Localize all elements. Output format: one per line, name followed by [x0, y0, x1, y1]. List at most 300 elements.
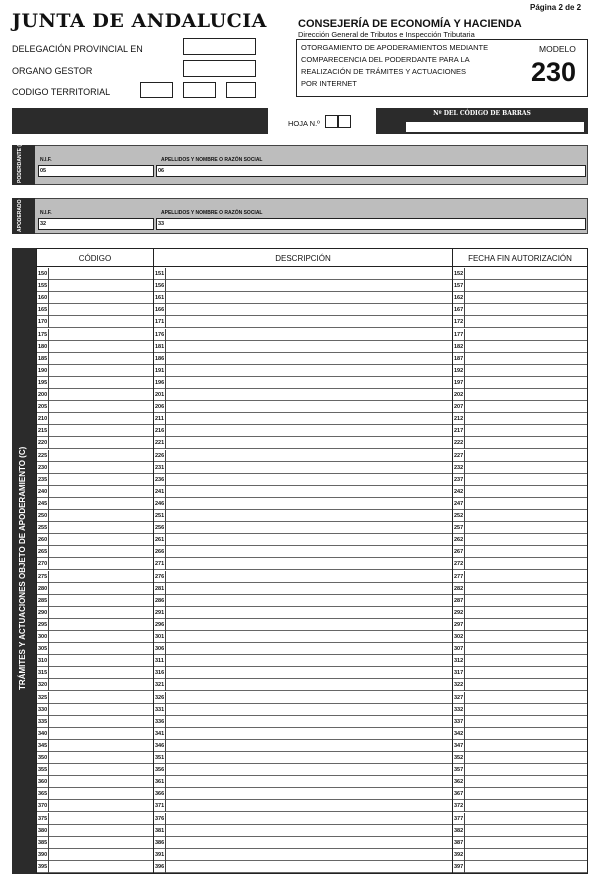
- row-code: 280: [37, 583, 49, 595]
- row-code: 222: [453, 437, 465, 449]
- row-code: 281: [154, 583, 166, 595]
- row-code: 270: [37, 558, 49, 570]
- descripcion-cell[interactable]: [154, 280, 452, 292]
- row-code: 201: [154, 389, 166, 401]
- tramites-side-label: TRÁMITES Y ACTUACIONES OBJETO DE APODERAMIENTO (C): [18, 446, 27, 690]
- row-code: 246: [154, 498, 166, 510]
- poderdante-side-bar: [12, 145, 35, 185]
- row-code: 295: [37, 619, 49, 631]
- fecha-cell[interactable]: [453, 849, 587, 861]
- delegacion-field[interactable]: [183, 38, 256, 55]
- row-code: 156: [154, 280, 166, 292]
- descripcion-cell[interactable]: [154, 861, 452, 873]
- row-code: 315: [37, 667, 49, 679]
- description-line: REALIZACIÓN DE TRÁMITES Y ACTUACIONES: [301, 67, 467, 76]
- row-code: 290: [37, 607, 49, 619]
- row-code: 176: [154, 329, 166, 341]
- row-code: 282: [453, 583, 465, 595]
- fecha-cell[interactable]: [453, 437, 587, 449]
- row-code: 361: [154, 776, 166, 788]
- row-code: 305: [37, 643, 49, 655]
- row-code: 182: [453, 341, 465, 353]
- row-code: 302: [453, 631, 465, 643]
- descripcion-cell[interactable]: [154, 776, 452, 788]
- fecha-cell[interactable]: [453, 607, 587, 619]
- fecha-cell[interactable]: [453, 389, 587, 401]
- codigo-cell[interactable]: [37, 667, 153, 679]
- codigo-cell[interactable]: [37, 316, 153, 328]
- field-code: 32: [40, 221, 47, 227]
- row-code: 157: [453, 280, 465, 292]
- descripcion-cell[interactable]: [154, 752, 452, 764]
- row-code: 256: [154, 522, 166, 534]
- row-code: 230: [37, 462, 49, 474]
- descripcion-cell[interactable]: [154, 619, 452, 631]
- codigo-cell[interactable]: [37, 752, 153, 764]
- organo-field[interactable]: [183, 60, 256, 77]
- fecha-cell[interactable]: [453, 740, 587, 752]
- fecha-cell[interactable]: [453, 728, 587, 740]
- row-code: 285: [37, 595, 49, 607]
- codigo-cell[interactable]: [37, 558, 153, 570]
- row-code: 271: [154, 558, 166, 570]
- descripcion-cell[interactable]: [154, 304, 452, 316]
- row-code: 247: [453, 498, 465, 510]
- row-code: 196: [154, 377, 166, 389]
- codigo-cell[interactable]: [37, 800, 153, 812]
- fecha-cell[interactable]: [453, 474, 587, 486]
- fecha-cell[interactable]: [453, 558, 587, 570]
- row-code: 175: [37, 329, 49, 341]
- descripcion-cell[interactable]: [154, 679, 452, 691]
- descripcion-cell[interactable]: [154, 413, 452, 425]
- fecha-cell[interactable]: [453, 800, 587, 812]
- row-code: 216: [154, 425, 166, 437]
- fecha-cell[interactable]: [453, 450, 587, 462]
- fecha-cell[interactable]: [453, 365, 587, 377]
- row-code: 220: [37, 437, 49, 449]
- apoderado-nif-field[interactable]: [38, 218, 154, 230]
- codigo-cell[interactable]: [37, 716, 153, 728]
- codigo-cell[interactable]: [37, 280, 153, 292]
- fecha-cell[interactable]: [453, 595, 587, 607]
- row-code: 155: [37, 280, 49, 292]
- hoja-field-1[interactable]: [325, 115, 338, 128]
- descripcion-cell[interactable]: [154, 546, 452, 558]
- consejeria-title: CONSEJERÍA DE ECONOMÍA Y HACIENDA: [298, 18, 522, 30]
- fecha-cell[interactable]: [453, 837, 587, 849]
- row-code: 250: [37, 510, 49, 522]
- row-code: 362: [453, 776, 465, 788]
- poderdante-side-label: PODERDANTE (A): [17, 139, 23, 183]
- descripcion-cell[interactable]: [154, 643, 452, 655]
- fecha-cell[interactable]: [453, 546, 587, 558]
- field-code: 06: [158, 168, 165, 174]
- codigo-cell[interactable]: [37, 510, 153, 522]
- fecha-cell[interactable]: [453, 571, 587, 583]
- descripcion-cell[interactable]: [154, 788, 452, 800]
- codigo-cell[interactable]: [37, 304, 153, 316]
- row-code: 335: [37, 716, 49, 728]
- codigo-cell[interactable]: [37, 619, 153, 631]
- row-code: 367: [453, 788, 465, 800]
- row-code: 207: [453, 401, 465, 413]
- descripcion-cell[interactable]: [154, 401, 452, 413]
- codigo-cell[interactable]: [37, 498, 153, 510]
- codigo-cell[interactable]: [37, 534, 153, 546]
- modelo-number: 230: [531, 57, 577, 87]
- row-code: 240: [37, 486, 49, 498]
- row-code: 221: [154, 437, 166, 449]
- row-code: 177: [453, 329, 465, 341]
- row-code: 205: [37, 401, 49, 413]
- codigo-cell[interactable]: [37, 377, 153, 389]
- fecha-cell[interactable]: [453, 268, 587, 280]
- codigo-cell[interactable]: [37, 607, 153, 619]
- row-code: 202: [453, 389, 465, 401]
- junta-logo-text: JUNTA DE ANDALUCIA: [12, 10, 267, 32]
- delegacion-label: DELEGACIÓN PROVINCIAL EN: [12, 44, 143, 54]
- codigo-cell[interactable]: [37, 849, 153, 861]
- header-dark-bar-left: [12, 108, 268, 134]
- codigo-cell[interactable]: [37, 401, 153, 413]
- row-code: 330: [37, 704, 49, 716]
- codigo-territorial-field-3[interactable]: [226, 82, 256, 98]
- row-code: 231: [154, 462, 166, 474]
- fecha-cell[interactable]: [453, 522, 587, 534]
- apoderado-nif-label: N.I.F.: [40, 210, 52, 216]
- row-code: 321: [154, 679, 166, 691]
- poderdante-name-label: APELLIDOS Y NOMBRE O RAZÓN SOCIAL: [161, 157, 263, 163]
- row-code: 346: [154, 740, 166, 752]
- fecha-cell[interactable]: [453, 692, 587, 704]
- descripcion-cell[interactable]: [154, 425, 452, 437]
- descripcion-cell[interactable]: [154, 268, 452, 280]
- descripcion-cell[interactable]: [154, 558, 452, 570]
- descripcion-cell[interactable]: [154, 813, 452, 825]
- row-code: 150: [37, 268, 49, 280]
- descripcion-cell[interactable]: [154, 510, 452, 522]
- codigo-cell[interactable]: [37, 571, 153, 583]
- row-code: 172: [453, 316, 465, 328]
- table-header-row: [37, 249, 587, 267]
- row-code: 387: [453, 837, 465, 849]
- descripcion-cell[interactable]: [154, 462, 452, 474]
- row-code: 391: [154, 849, 166, 861]
- row-code: 311: [154, 655, 166, 667]
- row-code: 291: [154, 607, 166, 619]
- modelo-label: MODELO: [539, 44, 576, 54]
- codigo-cell[interactable]: [37, 389, 153, 401]
- row-code: 372: [453, 800, 465, 812]
- row-code: 242: [453, 486, 465, 498]
- fecha-cell[interactable]: [453, 413, 587, 425]
- fecha-cell[interactable]: [453, 341, 587, 353]
- row-code: 215: [37, 425, 49, 437]
- codigo-cell[interactable]: [37, 655, 153, 667]
- codigo-cell[interactable]: [37, 437, 153, 449]
- fecha-cell[interactable]: [453, 583, 587, 595]
- row-code: 385: [37, 837, 49, 849]
- codigo-cell[interactable]: [37, 643, 153, 655]
- poderdante-name-field[interactable]: [156, 165, 586, 177]
- row-code: 382: [453, 825, 465, 837]
- descripcion-cell[interactable]: [154, 764, 452, 776]
- fecha-cell[interactable]: [453, 329, 587, 341]
- barcode-field[interactable]: [406, 122, 584, 132]
- row-code: 255: [37, 522, 49, 534]
- row-code: 190: [37, 365, 49, 377]
- descripcion-cell[interactable]: [154, 583, 452, 595]
- codigo-cell[interactable]: [37, 679, 153, 691]
- fecha-cell[interactable]: [453, 401, 587, 413]
- row-code: 251: [154, 510, 166, 522]
- fecha-cell[interactable]: [453, 643, 587, 655]
- fecha-cell[interactable]: [453, 304, 587, 316]
- page-number: Página 2 de 2: [530, 3, 582, 12]
- row-code: 397: [453, 861, 465, 873]
- codigo-cell[interactable]: [37, 474, 153, 486]
- fecha-cell[interactable]: [453, 486, 587, 498]
- barcode-label: Nº DEL CÓDIGO DE BARRAS: [433, 110, 531, 117]
- row-code: 225: [37, 450, 49, 462]
- fecha-cell[interactable]: [453, 825, 587, 837]
- codigo-cell[interactable]: [37, 740, 153, 752]
- descripcion-cell[interactable]: [154, 316, 452, 328]
- row-code: 360: [37, 776, 49, 788]
- row-code: 341: [154, 728, 166, 740]
- row-code: 381: [154, 825, 166, 837]
- row-code: 186: [154, 353, 166, 365]
- row-code: 171: [154, 316, 166, 328]
- fecha-cell[interactable]: [453, 861, 587, 873]
- row-code: 377: [453, 813, 465, 825]
- description-line: POR INTERNET: [301, 79, 357, 88]
- descripcion-cell[interactable]: [154, 837, 452, 849]
- descripcion-cell[interactable]: [154, 692, 452, 704]
- row-code: 357: [453, 764, 465, 776]
- row-code: 162: [453, 292, 465, 304]
- descripcion-cell[interactable]: [154, 825, 452, 837]
- codigo-cell[interactable]: [37, 704, 153, 716]
- descripcion-cell[interactable]: [154, 667, 452, 679]
- row-code: 390: [37, 849, 49, 861]
- row-code: 336: [154, 716, 166, 728]
- descripcion-cell[interactable]: [154, 740, 452, 752]
- descripcion-cell[interactable]: [154, 716, 452, 728]
- description-line: OTORGAMIENTO DE APODERAMIENTOS MEDIANTE: [301, 43, 489, 52]
- row-code: 185: [37, 353, 49, 365]
- row-code: 350: [37, 752, 49, 764]
- codigo-cell[interactable]: [37, 764, 153, 776]
- row-code: 287: [453, 595, 465, 607]
- row-code: 267: [453, 546, 465, 558]
- descripcion-cell[interactable]: [154, 450, 452, 462]
- hoja-field-2[interactable]: [338, 115, 351, 128]
- codigo-cell[interactable]: [37, 595, 153, 607]
- codigo-cell[interactable]: [37, 631, 153, 643]
- row-code: 272: [453, 558, 465, 570]
- codigo-cell[interactable]: [37, 788, 153, 800]
- row-code: 310: [37, 655, 49, 667]
- fecha-cell[interactable]: [453, 316, 587, 328]
- descripcion-cell[interactable]: [154, 377, 452, 389]
- row-code: 192: [453, 365, 465, 377]
- codigo-cell[interactable]: [37, 292, 153, 304]
- descripcion-cell[interactable]: [154, 486, 452, 498]
- codigo-cell[interactable]: [37, 813, 153, 825]
- row-code: 166: [154, 304, 166, 316]
- row-code: 296: [154, 619, 166, 631]
- codigo-cell[interactable]: [37, 413, 153, 425]
- codigo-cell[interactable]: [37, 425, 153, 437]
- descripcion-cell[interactable]: [154, 849, 452, 861]
- row-code: 241: [154, 486, 166, 498]
- row-code: 351: [154, 752, 166, 764]
- row-code: 371: [154, 800, 166, 812]
- descripcion-cell[interactable]: [154, 498, 452, 510]
- row-code: 292: [453, 607, 465, 619]
- row-code: 395: [37, 861, 49, 873]
- fecha-cell[interactable]: [453, 704, 587, 716]
- apoderado-name-field[interactable]: [156, 218, 586, 230]
- descripcion-cell[interactable]: [154, 329, 452, 341]
- codigo-cell[interactable]: [37, 341, 153, 353]
- codigo-territorial-field-1[interactable]: [140, 82, 173, 98]
- row-code: 197: [453, 377, 465, 389]
- fecha-cell[interactable]: [453, 619, 587, 631]
- row-code: 160: [37, 292, 49, 304]
- codigo-cell[interactable]: [37, 583, 153, 595]
- codigo-cell[interactable]: [37, 861, 153, 873]
- row-code: 210: [37, 413, 49, 425]
- col-descripcion-header: DESCRIPCIÓN: [275, 254, 331, 263]
- fecha-cell[interactable]: [453, 764, 587, 776]
- row-code: 252: [453, 510, 465, 522]
- poderdante-nif-field[interactable]: [38, 165, 154, 177]
- codigo-cell[interactable]: [37, 365, 153, 377]
- codigo-territorial-field-2[interactable]: [183, 82, 216, 98]
- codigo-cell[interactable]: [37, 825, 153, 837]
- fecha-cell[interactable]: [453, 813, 587, 825]
- descripcion-cell[interactable]: [154, 631, 452, 643]
- descripcion-cell[interactable]: [154, 728, 452, 740]
- codigo-cell[interactable]: [37, 450, 153, 462]
- row-code: 191: [154, 365, 166, 377]
- row-code: 276: [154, 571, 166, 583]
- codigo-cell[interactable]: [37, 353, 153, 365]
- fecha-cell[interactable]: [453, 498, 587, 510]
- row-code: 380: [37, 825, 49, 837]
- codigo-territorial-label: CODIGO TERRITORIAL: [12, 87, 111, 97]
- row-code: 312: [453, 655, 465, 667]
- descripcion-cell[interactable]: [154, 341, 452, 353]
- fecha-cell[interactable]: [453, 752, 587, 764]
- fecha-cell[interactable]: [453, 716, 587, 728]
- descripcion-cell[interactable]: [154, 474, 452, 486]
- row-code: 286: [154, 595, 166, 607]
- row-code: 195: [37, 377, 49, 389]
- fecha-cell[interactable]: [453, 788, 587, 800]
- row-code: 307: [453, 643, 465, 655]
- codigo-cell[interactable]: [37, 776, 153, 788]
- row-code: 352: [453, 752, 465, 764]
- codigo-cell[interactable]: [37, 837, 153, 849]
- row-code: 355: [37, 764, 49, 776]
- fecha-cell[interactable]: [453, 425, 587, 437]
- row-code: 396: [154, 861, 166, 873]
- field-code: 33: [158, 221, 165, 227]
- fecha-cell[interactable]: [453, 292, 587, 304]
- row-code: 261: [154, 534, 166, 546]
- direccion-general: Dirección General de Tributos e Inspección Tributaria: [298, 30, 475, 39]
- codigo-cell[interactable]: [37, 692, 153, 704]
- fecha-cell[interactable]: [453, 510, 587, 522]
- descripcion-cell[interactable]: [154, 571, 452, 583]
- descripcion-cell[interactable]: [154, 800, 452, 812]
- descripcion-cell[interactable]: [154, 655, 452, 667]
- row-code: 316: [154, 667, 166, 679]
- fecha-cell[interactable]: [453, 280, 587, 292]
- descripcion-cell[interactable]: [154, 437, 452, 449]
- row-code: 331: [154, 704, 166, 716]
- codigo-cell[interactable]: [37, 462, 153, 474]
- fecha-cell[interactable]: [453, 776, 587, 788]
- codigo-cell[interactable]: [37, 728, 153, 740]
- row-code: 167: [453, 304, 465, 316]
- fecha-cell[interactable]: [453, 462, 587, 474]
- apoderado-name-label: APELLIDOS Y NOMBRE O RAZÓN SOCIAL: [161, 210, 263, 216]
- row-code: 257: [453, 522, 465, 534]
- field-code: 05: [40, 168, 47, 174]
- descripcion-cell[interactable]: [154, 595, 452, 607]
- fecha-cell[interactable]: [453, 353, 587, 365]
- fecha-cell[interactable]: [453, 667, 587, 679]
- fecha-cell[interactable]: [453, 679, 587, 691]
- descripcion-cell[interactable]: [154, 365, 452, 377]
- descripcion-cell[interactable]: [154, 353, 452, 365]
- descripcion-cell[interactable]: [154, 522, 452, 534]
- col-fecha-header: FECHA FIN AUTORIZACIÓN: [468, 254, 572, 263]
- fecha-cell[interactable]: [453, 631, 587, 643]
- descripcion-cell[interactable]: [154, 704, 452, 716]
- fecha-cell[interactable]: [453, 377, 587, 389]
- codigo-cell[interactable]: [37, 546, 153, 558]
- descripcion-cell[interactable]: [154, 292, 452, 304]
- codigo-cell[interactable]: [37, 329, 153, 341]
- row-code: 245: [37, 498, 49, 510]
- descripcion-cell[interactable]: [154, 534, 452, 546]
- descripcion-cell[interactable]: [154, 389, 452, 401]
- row-code: 170: [37, 316, 49, 328]
- col-codigo-header: CÓDIGO: [78, 254, 112, 263]
- row-code: 370: [37, 800, 49, 812]
- row-code: 265: [37, 546, 49, 558]
- descripcion-cell[interactable]: [154, 607, 452, 619]
- codigo-cell[interactable]: [37, 268, 153, 280]
- fecha-cell[interactable]: [453, 655, 587, 667]
- row-code: 235: [37, 474, 49, 486]
- row-code: 232: [453, 462, 465, 474]
- codigo-cell[interactable]: [37, 522, 153, 534]
- codigo-cell[interactable]: [37, 486, 153, 498]
- row-code: 347: [453, 740, 465, 752]
- row-code: 266: [154, 546, 166, 558]
- row-code: 322: [453, 679, 465, 691]
- apoderado-side-bar: [12, 198, 35, 234]
- fecha-cell[interactable]: [453, 534, 587, 546]
- row-code: 297: [453, 619, 465, 631]
